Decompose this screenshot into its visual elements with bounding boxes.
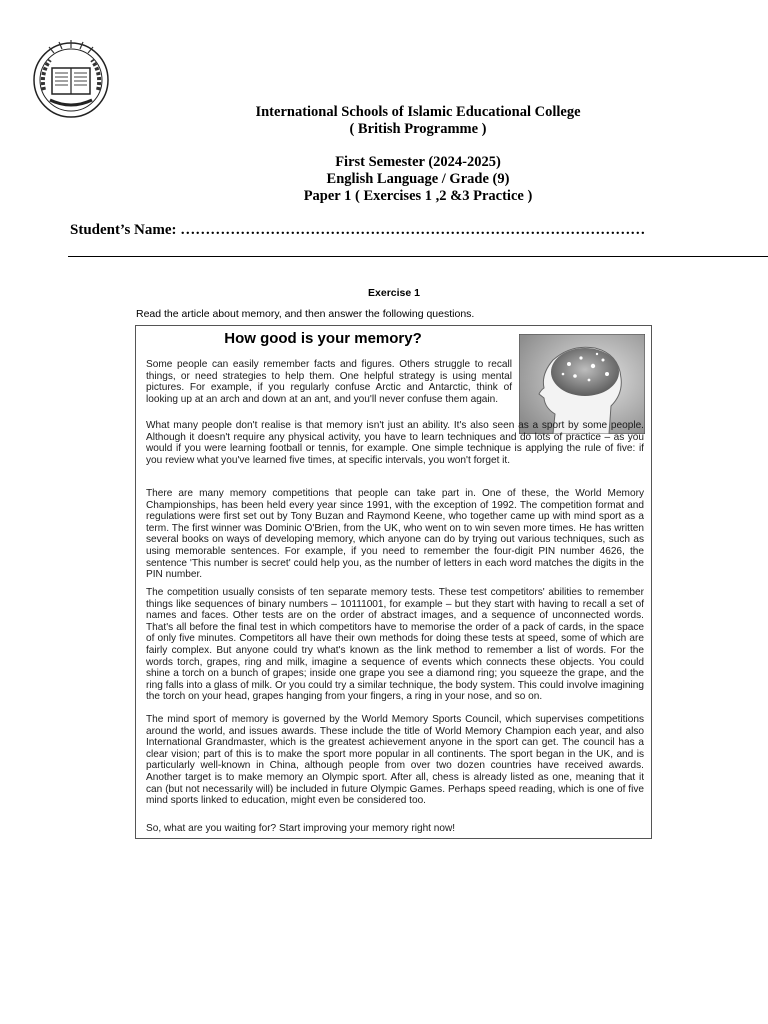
paper-title: Paper 1 ( Exercises 1 ,2 &3 Practice ) [303,188,533,204]
programme-name: ( British Programme ) [349,121,487,137]
student-name-field: Student’s Name: ………………………………………………………………………………… [70,222,646,238]
school-name: International Schools of Islamic Educational College [255,104,581,120]
article-paragraph: The competition usually consists of ten separate memory tests. These test competitors' abilities to remember things like sequences of binary numbers – 10111001, for example – but they start with having to recall a set of names and faces. Other tests are on the order of abstract images, and a sequence of unconnected words. That's all before the final test in which competitors have to memorise the order of a pack of cards, in the space of only five minutes. Competitors all have their own methods for doing these tests at speed, some of which are fairly complex. But anyone could try what's known as the link method to remember a list of words. For the words torch, grapes, ring and milk, imagine a sequence of events which connects these objects. You could shine a torch on a bunch of grapes; inside one grape you see a diamond ring; you squeeze the grape, and the ring falls into a glass of milk. Or you could try a similar technique, the body system. This could involve imagining the torch on your head, grapes hanging from your fingers, a ring in your nose, and so on. [146,587,644,703]
divider [68,256,768,257]
head-brain-illustration-icon [519,334,645,434]
article-paragraph: What many people don't realise is that memory isn't just an ability. It's also seen as a sport by some people. Although it doesn't require any physical activity, you have to learn techniques and do lots of practice – as you would if you were learning football or tennis, for example. One simple technique is applying the rule of five: if you review what you've learned five times, at specific intervals, you won't forget it. [146,420,644,466]
article-title: How good is your memory? [224,330,422,347]
article-paragraph: The mind sport of memory is governed by the World Memory Sports Council, which supervises competitions around the world, and issues awards. These include the title of World Memory Champion each year, and also International Grandmaster, which is the greatest achievement anyone in the sport can get. The council has a clear vision; part of this is to make the sport more popular in all continents. The sport began in the UK, and is particularly well-known in China, although people from over two dozen countries have received awards. Another target is to make memory an Olympic sport. After all, chess is already listed as one, meaning that it can (but not necessarily will) be included in future Olympic Games. Perhaps speed reading, which is one of five mind sports linked to education, might even be considered too. [146,714,644,807]
exercise-title: Exercise 1 [368,287,420,299]
exercise-instruction: Read the article about memory, and then answer the following questions. [136,308,475,320]
subject-title: English Language / Grade (9) [326,171,510,187]
article-paragraph: Some people can easily remember facts and figures. Others struggle to recall things, or need strategies to help them. One helpful strategy is using mental pictures. For example, if you regularly confuse Arctic and Antarctic, think of looking up at an arch and down at an ant, and you'll never confuse them again. [146,359,512,405]
article-paragraph: So, what are you waiting for? Start improving your memory right now! [146,823,456,834]
article-paragraph: There are many memory competitions that people can take part in. One of these, the World Memory Championships, has been held every year since 1991, with the exception of 1992. The competition format and regulations were first set out by Tony Buzan and Raymond Keene, who together came up with mind sport as a term. The first winner was Dominic O'Brien, from the UK, who went on to win seven more times. He has written several books on ways of developing memory, which anyone can do by trying out various techniques, such as using memorable sentences. For example, if you need to remember the four-digit PIN number 4626, the sentence 'This number is secret' could help you, as the number of letters in each word matches the digits in the PIN number. [146,488,644,581]
document-header [0,104,768,205]
semester-title: First Semester (2024-2025) [335,154,501,170]
article-box [135,325,652,839]
